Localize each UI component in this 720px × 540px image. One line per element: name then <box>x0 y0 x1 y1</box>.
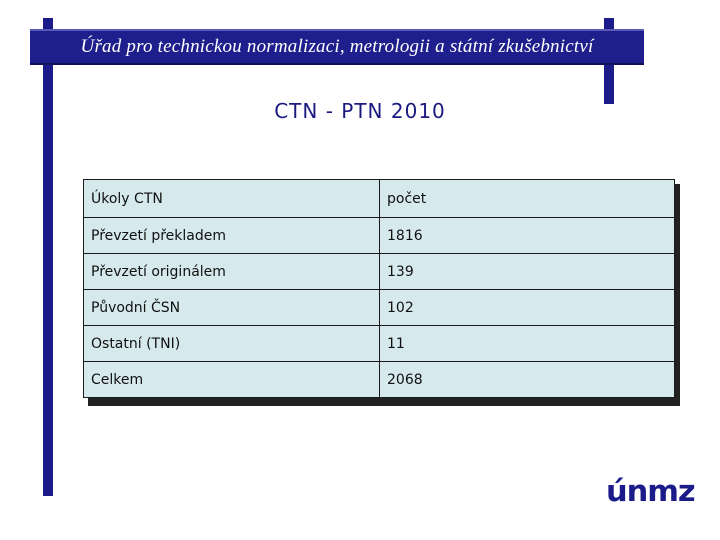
row-value: 139 <box>380 254 675 290</box>
header-banner <box>30 29 644 65</box>
data-table <box>83 179 675 398</box>
row-label: Ostatní (TNI) <box>84 326 380 362</box>
table-row <box>84 362 675 398</box>
header-cell-count: počet <box>380 180 675 218</box>
row-label: Původní ČSN <box>84 290 380 326</box>
header-cell-task: Úkoly CTN <box>84 180 380 218</box>
unmz-logo: únmz <box>606 474 695 508</box>
row-label: Převzetí překladem <box>84 218 380 254</box>
table-row <box>84 326 675 362</box>
left-accent-bar <box>43 18 53 496</box>
header-title: Úřad pro technickou normalizaci, metrologii a státní zkušebnictví <box>80 36 594 57</box>
table-row <box>84 254 675 290</box>
table-row <box>84 290 675 326</box>
row-value: 2068 <box>380 362 675 398</box>
row-label: Převzetí originálem <box>84 254 380 290</box>
row-label: Celkem <box>84 362 380 398</box>
row-value: 11 <box>380 326 675 362</box>
table-row <box>84 218 675 254</box>
row-value: 102 <box>380 290 675 326</box>
table-header-row <box>84 180 675 218</box>
page-title: CTN - PTN 2010 <box>274 99 446 123</box>
row-value: 1816 <box>380 218 675 254</box>
